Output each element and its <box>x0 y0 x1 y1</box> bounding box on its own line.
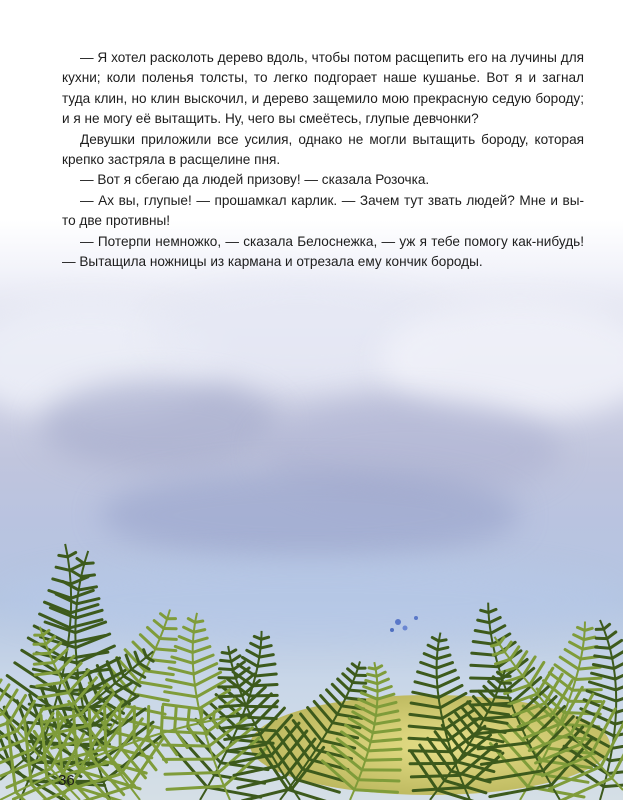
paragraph: Девушки приложили все усилия, однако не могли вытащить бороду, которая крепко застряла в расщелине пня. <box>62 131 584 168</box>
blue-flowers <box>390 616 418 632</box>
paragraph: — Потерпи немножко, — сказала Белоснежка, — уж я тебе помогу как-нибудь! — Вытащила ножницы из кармана и отрезала ему кончик бороды. <box>62 233 584 270</box>
paragraph: — Ах вы, глупые! — прошамкал карлик. — Зачем тут звать людей? Мне и вы-то две противны! <box>62 192 584 229</box>
story-text <box>62 48 584 272</box>
paragraph: — Я хотел расколоть дерево вдоль, чтобы потом расщепить его на лучины для кухни; коли поленья толсты, то легко подгорает наше кушанье. Вот я и загнал туда клин, но клин выскочил, и дерево защемило мою прекрасную седую бороду; и я не могу её вытащить. Ну, чего вы смеётесь, глупые девчонки? <box>62 50 584 127</box>
page-number: 36 <box>58 772 75 789</box>
paragraph: — Вот я сбегаю да людей призову! — сказала Розочка. <box>80 172 430 188</box>
